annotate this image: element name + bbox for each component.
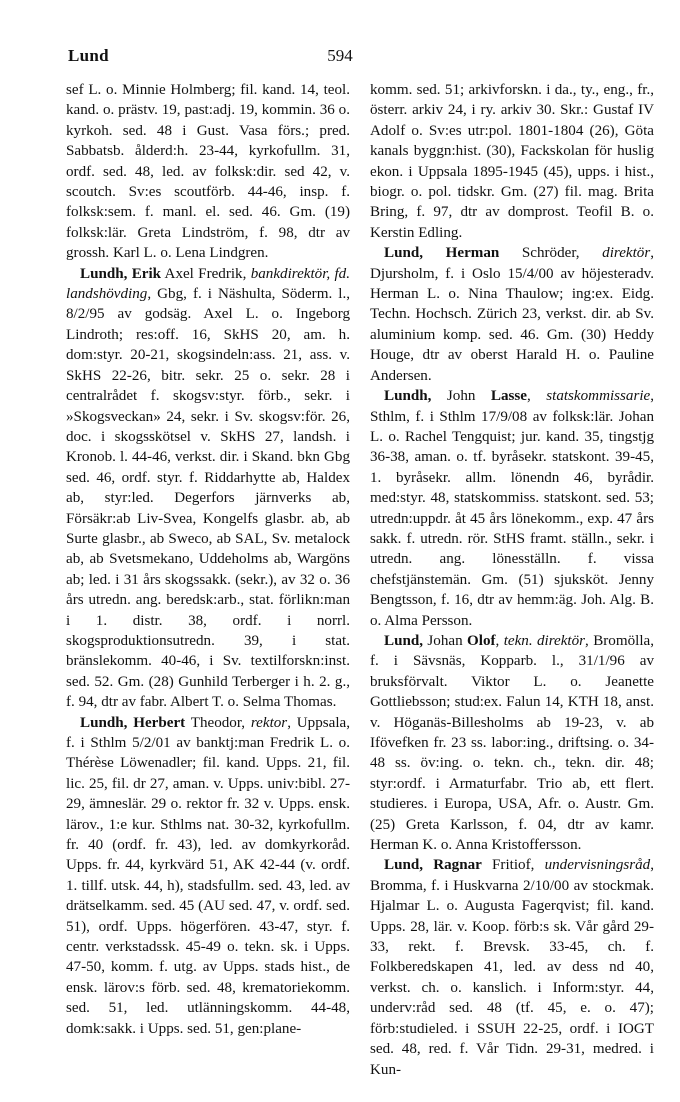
entry-title: bankdirektör, fd. landshövding [66, 265, 351, 303]
left-column [66, 80, 350, 1039]
entry-given-names: Fritiof, [481, 857, 545, 874]
entry-lund-olof [370, 631, 654, 855]
entry-given-names: Theodor, [185, 714, 251, 731]
entry-body: , Gbg, f. i Näshulta, Söderm. l., 8/2/95 av godsäg. Axel L. o. Ingeborg Lindroth; res:off. 16, SkHS 20, am. h. dom:styr. 20-21, skogsindeln:ass. 21, ass. v. SkHS 22-26, bitr. sekr. 25 o. sekr. 28 i centralrådet f. skogsv:styr. förb., sekr. i »Skogsveckan» 24, sekr. i Sv. skogsv:för. 26, doc. i skogsskötsel v. SkHS 27, landsh. i Kronob. l. 44-46, verkst. dir. i Skand. bkn Gbg sed. 46, ordf. styr. f. Riddarhytte ab, Haldex ab, styr:led. Degerfors järnverks ab, Försäkr:ab Liv-Svea, Kongelfs glasbr. ab, ab Surte glasbr., ab Sweco, ab SAL, Sv. metalock ab, ab Svetsmekano, Uddeholms ab, Wargöns ab; led. i 31 års skogssakk. (sekr.), av 32 o. 36 års utredn. ang. beredsk:arb., stat. förlikn:man i 1. distr. 38, ordf. i norrl. skogsproduktionsutredn. 39, i stat. bränslekomm. 40-46, i Sv. textilforskn:inst. sed. 52. Gm. (28) Gunhild Terberger i h. 2. g., f. 94, dtr av fabr. Albert T. o. Selma Thomas. [66, 286, 350, 711]
entry-continuation [66, 80, 350, 264]
entry-title: direktör [602, 245, 651, 262]
entry-title: tekn. direktör [503, 632, 586, 649]
entry-name: Lund, Ragnar [384, 857, 482, 874]
entry-title: statskommissarie [546, 388, 651, 405]
entry-name: Lundh, Herbert [80, 714, 186, 731]
entry-separator: , [495, 632, 504, 649]
entry-lundh-erik [66, 264, 350, 713]
entry-continuation [370, 80, 654, 243]
entry-body: sef L. o. Minnie Holmberg; fil. kand. 14, teol. kand. o. prästv. 19, past:adj. 19, kommin. 36 o. kyrkoh. sed. 48 i Gust. Vasa förs.; pred. Sabbatsb. ålderd:h. 23-44, kyrkofullm. 31, ordf. sed. 48, led. av folksk:dir. sed 42, v. scoutch. Sv:es scoutförb. 44-46, insp. f. folksk:sem. f. manl. el. sed. 46. Gm. (19) folksk:lär. Greta Lindström, f. 98, dtr av grossh. Karl L. o. Lena Lindgren. [66, 82, 350, 262]
entry-name: Lund, Herman [384, 245, 500, 262]
entry-title: undervisningsråd [544, 857, 651, 874]
entry-name: Lund, [384, 632, 424, 649]
entry-name: Lundh, Erik [80, 265, 162, 282]
entry-body: , Bromölla, f. i Sävsnäs, Kopparb. l., 31/1/96 av bruksförvalt. Viktor L. o. Jeanette Gottliebsson; stud:ex. Falun 14, KTH 18, anst. v. Höganäs-Billesholms ab 19-23, v. ab Ifövefken fr. 23 ss. labor:ing., driftsing. o. 34-48 ss. öv:ing. o. tekn. ch., tekn. dir. 48; styr:ordf. i Armaturfabr. Trio ab, ett flert. studieres. i Europa, USA, Afr. o. Austr. Gm. (25) Greta Karlsson, f. 04, dtr av kamr. Herman K. o. Anna Kristoffersson. [370, 632, 654, 854]
entry-given-names: Johan [423, 632, 468, 649]
right-column [370, 80, 654, 1080]
entry-body: , Djursholm, f. i Oslo 15/4/00 av höjesteradv. Herman L. o. Nina Thaulow; ing:ex. Eidg. Techn. Hochsch. Zürich 23, verkst. dir. ab Sv. aluminium komp. sed. 46. Gm. (30) Heddy Houge, dtr av oberst Harald H. o. Pauline Andersen. [370, 245, 654, 384]
running-head: Lund [68, 46, 109, 65]
entry-lundh-lasse [370, 386, 654, 631]
entry-lund-herman [370, 243, 654, 386]
entry-lund-ragnar [370, 855, 654, 1079]
entry-given-names: Schröder, [499, 245, 603, 262]
page-header [0, 46, 680, 70]
entry-body: , Sthlm, f. i Sthlm 17/9/08 av folksk:lär. Johan L. o. Rachel Tengquist; jur. kand. 35, tingstjg 36-38, aman. o. tf. byråsekr. statskont. 39-45, 1. byråsekr. allm. lönendn 46, byrådir. med:styr. 48, statskommiss. statskont. sed. 53; utredn:uppdr. åt 45 års lönekomm., exp. 47 års sakk. f. utredn. rör. StHS framt. ställn., sekr. i utredn. ang. lönesställn. f. vissa chefstjänstemän. Gm. (51) sjuksköt. Jenny Bengtsson, f. 16, dtr av hemm:äg. Joh. Alg. B. o. Alma Persson. [370, 388, 655, 629]
entry-given-names: Axel Fredrik, [161, 265, 251, 282]
entry-given-names: John [431, 388, 491, 405]
entry-title: rektor [250, 714, 288, 731]
entry-call-name: Olof [467, 632, 496, 649]
entry-body: , Uppsala, f. i Sthlm 5/2/01 av banktj:man Fredrik L. o. Thérèse Löwenadler; fil. kand. Upps. 21, fil. lic. 25, fil. dr 27, aman. v. Upps. univ:bibl. 27-29, ämneslär. 29 o. rektor fr. 32 v. Upps. ensk. lärov., 1:e kur. Sthlms nat. 30-32, kyrkofullm. fr. 40 (ordf. fr. 43), led. av domkyrkoråd. Upps. fr. 44, kyrkvärd 51, AK 42-44 (v. ordf. 1. tillf. utsk. 44, h), stadsfullm. sed. 43, led. av drätselkamm. sed. 45 (AU sed. 47, v. ordf. sed. 51), ordf. Upps. högerfören. 43-47, styr. f. centr. verkstadssk. 45-49 o. tekn. sk. i Upps. 47-50, komm. f. utg. av Upps. stads hist., de ensk. lärov:s förb. sed. 48, krematoriekomm. sed. 51, led. utlänningskomm. 44-48, domk:sakk. i Upps. sed. 51, gen:plane- [66, 714, 351, 1037]
entry-body: komm. sed. 51; arkivforskn. i da., ty., eng., fr., österr. arkiv 24, i ry. arkiv 30. Skr.: Gustaf IV Adolf o. Sv:es utr:pol. 1801-1804 (26), Göta kanals byggn:hist. (30), Fackskolan för huslig ekon. i Uppsala 1895-1945 (45), upps. i hist., biogr. o. pol. tidskr. Gm. (27) fil. mag. Brita Bring, f. 97, dtr av domprost. Teofil B. o. Kerstin Edling. [370, 82, 654, 241]
entry-call-name: Lasse [490, 388, 527, 405]
entry-name: Lundh, [384, 388, 432, 405]
entry-lundh-herbert [66, 713, 350, 1040]
entry-separator: , [526, 388, 547, 405]
page-number: 594 [327, 46, 353, 65]
entry-body: , Bromma, f. i Huskvarna 2/10/00 av stockmak. Hjalmar L. o. Augusta Fagerqvist; fil. kand. Upps. 28, lär. v. Koop. förb:s sk. Vår gård 29-33, rekt. f. Brevsk. 33-45, ch. f. Folkberedskapen 41, led. av dess nd 40, verkst. ch. o. kanslich. i Inform:styr. 44, underv:råd sed. 48 (tf. 45, e. o. 47); förb:studieled. i SSUH 22-25, ordf. i IOGT sed. 48, red. f. Vår Tidn. 29-31, medred. i Kun- [370, 857, 654, 1078]
